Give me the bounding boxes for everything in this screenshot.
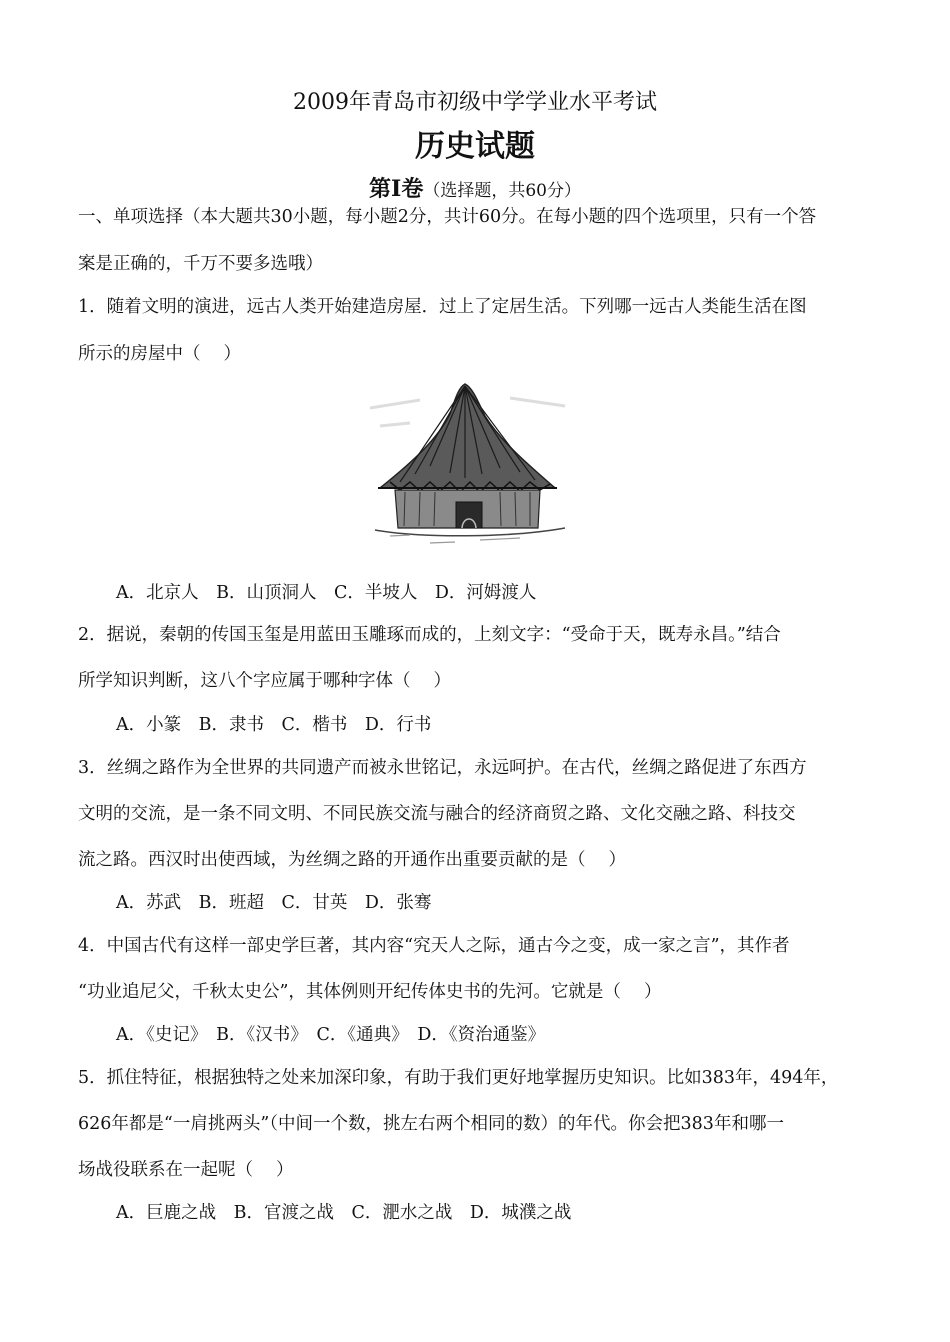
part-note: （选择题，共60分）: [423, 181, 581, 201]
question-5-line-1: 5．抓住特征，根据独特之处来加深印象，有助于我们更好地掌握历史知识。比如383年，494年，: [78, 1068, 839, 1088]
section-heading-line-1: 一、单项选择（本大题共30小题，每小题2分，共计60分。在每小题的四个选项里，只有一个答: [78, 207, 817, 227]
question-4-line-1: 4．中国古代有这样一部史学巨著，其内容“究天人之际，通古今之变，成一家之言”，其作者: [78, 936, 790, 956]
question-1-line-1: 1．随着文明的演进，远古人类开始建造房屋．过上了定居生活。下列哪一远古人类能生活在图: [78, 297, 807, 317]
question-3-line-2: 文明的交流，是一条不同文明、不同民族交流与融合的经济商贸之路、文化交融之路、科技交: [78, 804, 796, 824]
question-2-line-2: 所学知识判断，这八个字应属于哪种字体（ ）: [78, 671, 452, 691]
question-5-line-2: 626年都是“一肩挑两头”（中间一个数，挑左右两个相同的数）的年代。你会把383年和哪一: [78, 1114, 784, 1134]
question-1-line-2: 所示的房屋中（ ）: [78, 344, 242, 364]
question-2-line-1: 2．据说，秦朝的传国玉玺是用蓝田玉雕琢而成的，上刻文字：“受命于天，既寿永昌。”结合: [78, 625, 781, 645]
exam-title: 2009年青岛市初级中学学业水平考试: [293, 90, 657, 115]
question-3-options: A．苏武 B．班超 C．甘英 D．张骞: [116, 893, 432, 913]
section-heading-line-2: 案是正确的，千万不要多选哦）: [78, 254, 323, 274]
question-1-options: A．北京人 B．山顶洞人 C．半坡人 D．河姆渡人: [116, 583, 537, 603]
question-4-options: A．《史记》 B．《汉书》 C．《通典》 D．《资治通鉴》: [116, 1025, 546, 1045]
question-5-options: A．巨鹿之战 B．官渡之战 C．淝水之战 D．城濮之战: [116, 1203, 572, 1223]
question-5-line-3: 场战役联系在一起呢（ ）: [78, 1160, 294, 1180]
question-3-line-3: 流之路。西汉时出使西域，为丝绸之路的开通作出重要贡献的是（ ）: [78, 850, 627, 870]
exam-subject: 历史试题: [415, 129, 535, 164]
part-label: 第Ⅰ卷: [369, 176, 424, 202]
question-4-line-2: “功业追尼父，千秋太史公”，其体例则开纪传体史书的先河。它就是（ ）: [78, 982, 662, 1002]
thatched-hut-image: [360, 378, 575, 553]
question-3-line-1: 3．丝绸之路作为全世界的共同遗产而被永世铭记，永远呵护。在古代，丝绸之路促进了东西方: [78, 758, 807, 778]
question-2-options: A．小篆 B．隶书 C．楷书 D．行书: [116, 715, 432, 735]
part-heading: [0, 176, 950, 204]
